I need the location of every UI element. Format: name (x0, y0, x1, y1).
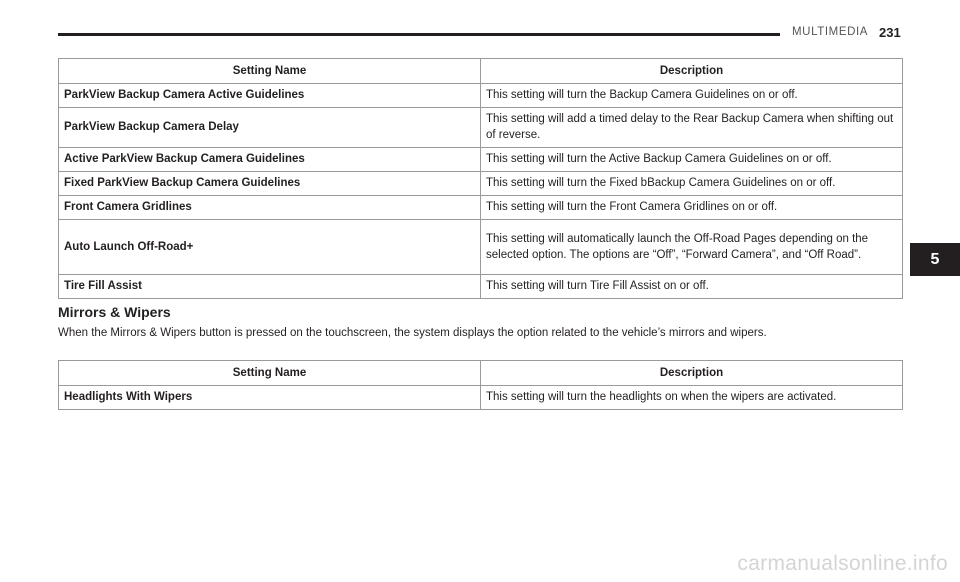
setting-name-cell: ParkView Backup Camera Active Guidelines (59, 84, 481, 108)
camera-settings-table (58, 58, 903, 299)
table-header-row (59, 361, 903, 386)
setting-description-cell: This setting will turn the Backup Camera Guidelines on or off. (481, 84, 903, 108)
setting-description-cell: This setting will turn the Fixed bBackup Camera Guidelines on or off. (481, 172, 903, 196)
section-intro-text: When the Mirrors & Wipers button is pressed on the touchscreen, the system displays the option related to the vehicle’s mirrors and wipers. (58, 327, 767, 339)
table-header-row (59, 59, 903, 84)
chapter-tab: 5 (910, 243, 960, 276)
setting-description-cell: This setting will turn the Front Camera Gridlines on or off. (481, 196, 903, 220)
setting-name-cell: Front Camera Gridlines (59, 196, 481, 220)
table-row (59, 386, 903, 410)
column-header-setting-name: Setting Name (59, 59, 481, 84)
table-row (59, 84, 903, 108)
setting-name-cell: Auto Launch Off-Road+ (59, 220, 481, 275)
section-heading: Mirrors & Wipers (58, 304, 171, 320)
setting-name-cell: Fixed ParkView Backup Camera Guidelines (59, 172, 481, 196)
setting-description-cell: This setting will turn the Active Backup Camera Guidelines on or off. (481, 148, 903, 172)
setting-name-cell: Headlights With Wipers (59, 386, 481, 410)
page-number: 231 (879, 25, 901, 40)
mirrors-wipers-settings-table (58, 360, 903, 410)
column-header-setting-name: Setting Name (59, 361, 481, 386)
running-header-section: MULTIMEDIA (792, 26, 869, 38)
header-rule (58, 33, 780, 36)
setting-name-cell: Active ParkView Backup Camera Guidelines (59, 148, 481, 172)
table-row (59, 220, 903, 275)
table-row (59, 108, 903, 148)
setting-description-cell: This setting will turn the headlights on when the wipers are activated. (481, 386, 903, 410)
table-row (59, 148, 903, 172)
table-row (59, 172, 903, 196)
watermark: carmanualsonline.info (737, 552, 948, 575)
column-header-description: Description (481, 361, 903, 386)
setting-name-cell: ParkView Backup Camera Delay (59, 108, 481, 148)
column-header-description: Description (481, 59, 903, 84)
table-row (59, 196, 903, 220)
setting-description-cell: This setting will add a timed delay to the Rear Backup Camera when shifting out of reverse. (481, 108, 903, 148)
setting-name-cell: Tire Fill Assist (59, 275, 481, 299)
table-row (59, 275, 903, 299)
setting-description-cell: This setting will turn Tire Fill Assist on or off. (481, 275, 903, 299)
setting-description-cell: This setting will automatically launch the Off-Road Pages depending on the selected option. The options are “Off”, “Forward Camera”, and “Off Road”. (481, 220, 903, 275)
